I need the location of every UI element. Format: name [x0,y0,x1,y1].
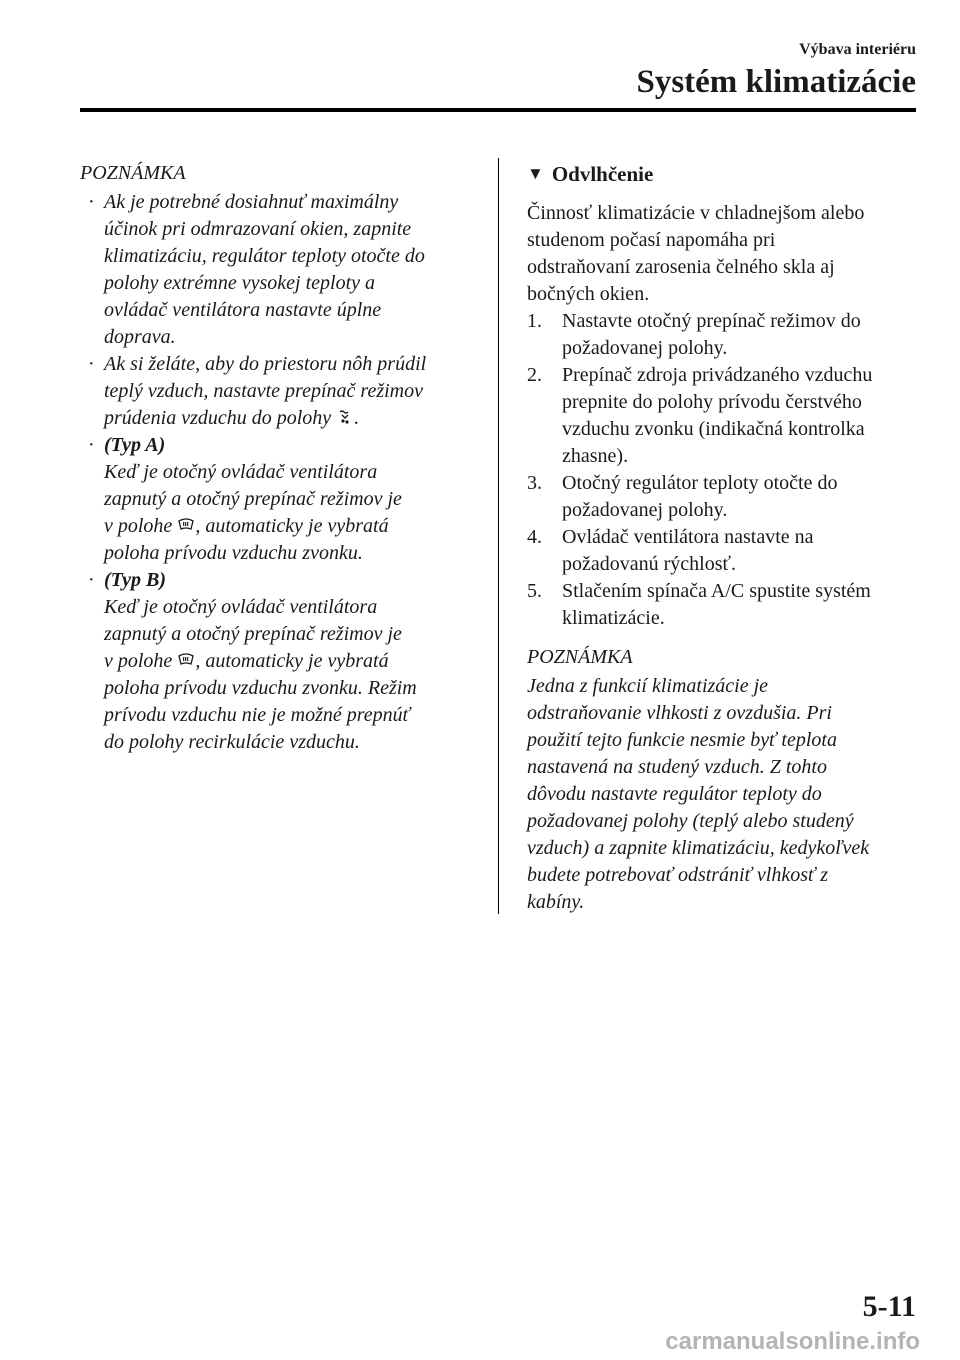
step-line: Prepínač zdroja privádzaného vzduchu [562,364,873,386]
left-column [80,160,480,756]
type-label: (Typ A) [104,434,166,456]
note-text: v polohe [104,650,178,672]
section-heading [527,160,917,188]
note-line: Keď je otočný ovládač ventilátora [104,461,378,483]
page-title: Systém klimatizácie [636,64,916,100]
note-line: Keď je otočný ovládač ventilátora [104,596,378,618]
note-text: v polohe [104,515,178,537]
step-number: 5. [527,580,542,602]
step-line: požadovanej polohy. [562,499,728,521]
watermark[interactable]: carmanualsonline.info [665,1328,920,1355]
note-line: doprava. [104,326,176,348]
note-line: poloha prívodu vzduchu zvonku. Režim [104,677,417,699]
step-item [527,470,917,524]
note-line [104,648,480,675]
note-line: účinok pri odmrazovaní okien, zapnite [104,218,412,240]
note-item [80,567,480,756]
step-number: 1. [527,310,542,332]
note-list [80,189,480,756]
windshield-defrost-icon [178,517,194,533]
bullet: · [88,191,95,213]
note-text: prúdenia vzduchu do polohy [104,407,337,429]
note-item [80,351,480,432]
intro-line: bočných okien. [527,283,650,305]
note-text: , automaticky je vybratá [195,515,389,537]
header-rule [80,108,916,112]
note-line: zapnutý a otočný prepínač režimov je [104,623,402,645]
note-line: dôvodu nastavte regulátor teploty do [527,783,822,805]
step-line: Ovládač ventilátora nastavte na [562,526,814,548]
column-divider [498,158,499,914]
note-line: teplý vzduch, nastavte prepínač režimov [104,380,423,402]
step-line: prepnite do polohy prívodu čerstvého [562,391,862,413]
note-line: použití tejto funkcie nesmie byť teplota [527,729,837,751]
bullet: · [88,569,95,591]
note-body [527,673,917,916]
heading-text: Odvlhčenie [551,162,654,186]
type-label: (Typ B) [104,569,167,591]
note-line: ovládač ventilátora nastavte úplne [104,299,382,321]
step-item [527,362,917,470]
note-title: POZNÁMKA [527,646,633,668]
note-item [80,189,480,351]
step-number: 4. [527,526,542,548]
note-line: budete potrebovať odstrániť vlhkosť z [527,864,829,886]
step-item [527,308,917,362]
feet-defrost-icon [337,409,353,425]
step-line: Stlačením spínača A/C spustite systém [562,580,871,602]
note-line: prívodu vzduchu nie je možné prepnúť [104,704,410,726]
note-line: Ak je potrebné dosiahnuť maximálny [104,191,399,213]
intro-line: studenom počasí napomáha pri [527,229,776,251]
note-line: klimatizáciu, regulátor teploty otočte do [104,245,425,267]
step-number: 2. [527,364,542,386]
page-header [636,40,916,102]
note-line: požadovanej polohy (teplý alebo studený [527,810,854,832]
steps-list [527,308,917,632]
note-line: nastavená na studený vzduch. Z tohto [527,756,827,778]
step-line: vzduchu zvonku (indikačná kontrolka [562,418,865,440]
step-number: 3. [527,472,542,494]
note-text: , automaticky je vybratá [195,650,389,672]
bullet: · [88,434,95,456]
windshield-defrost-icon [178,652,194,668]
right-note [527,644,917,916]
note-line [104,513,480,540]
note-line: do polohy recirkulácie vzduchu. [104,731,360,753]
step-line: klimatizácie. [562,607,665,629]
note-line: vzduch) a zapnite klimatizáciu, kedykoľvek [527,837,870,859]
note-title: POZNÁMKA [80,162,186,184]
intro-line: Činnosť klimatizácie v chladnejšom alebo [527,202,865,224]
step-line: Nastavte otočný prepínač režimov do [562,310,861,332]
triangle-down-icon: ▼ [527,164,544,183]
bullet: · [88,353,95,375]
page-number: 5-11 [862,1290,916,1323]
intro-paragraph [527,200,917,308]
note-line: Jedna z funkcií klimatizácie je [527,675,769,697]
note-text: . [354,407,360,429]
note-line: zapnutý a otočný prepínač režimov je [104,488,402,510]
step-item [527,578,917,632]
note-line: polohy extrémne vysokej teploty a [104,272,375,294]
step-line: Otočný regulátor teploty otočte do [562,472,838,494]
note-line: Ak si želáte, aby do priestoru nôh prúdil [104,353,427,375]
note-line: poloha prívodu vzduchu zvonku. [104,542,363,564]
note-item [80,432,480,567]
step-line: požadovanú rýchlosť. [562,553,737,575]
step-line: zhasne). [562,445,629,467]
section-name: Výbava interiéru [799,41,916,58]
note-line [104,405,480,432]
note-line: odstraňovanie vlhkosti z ovzdušia. Pri [527,702,832,724]
right-column [527,160,917,916]
step-line: požadovanej polohy. [562,337,728,359]
step-item [527,524,917,578]
note-line: kabíny. [527,891,585,913]
intro-line: odstraňovaní zarosenia čelného skla aj [527,256,835,278]
